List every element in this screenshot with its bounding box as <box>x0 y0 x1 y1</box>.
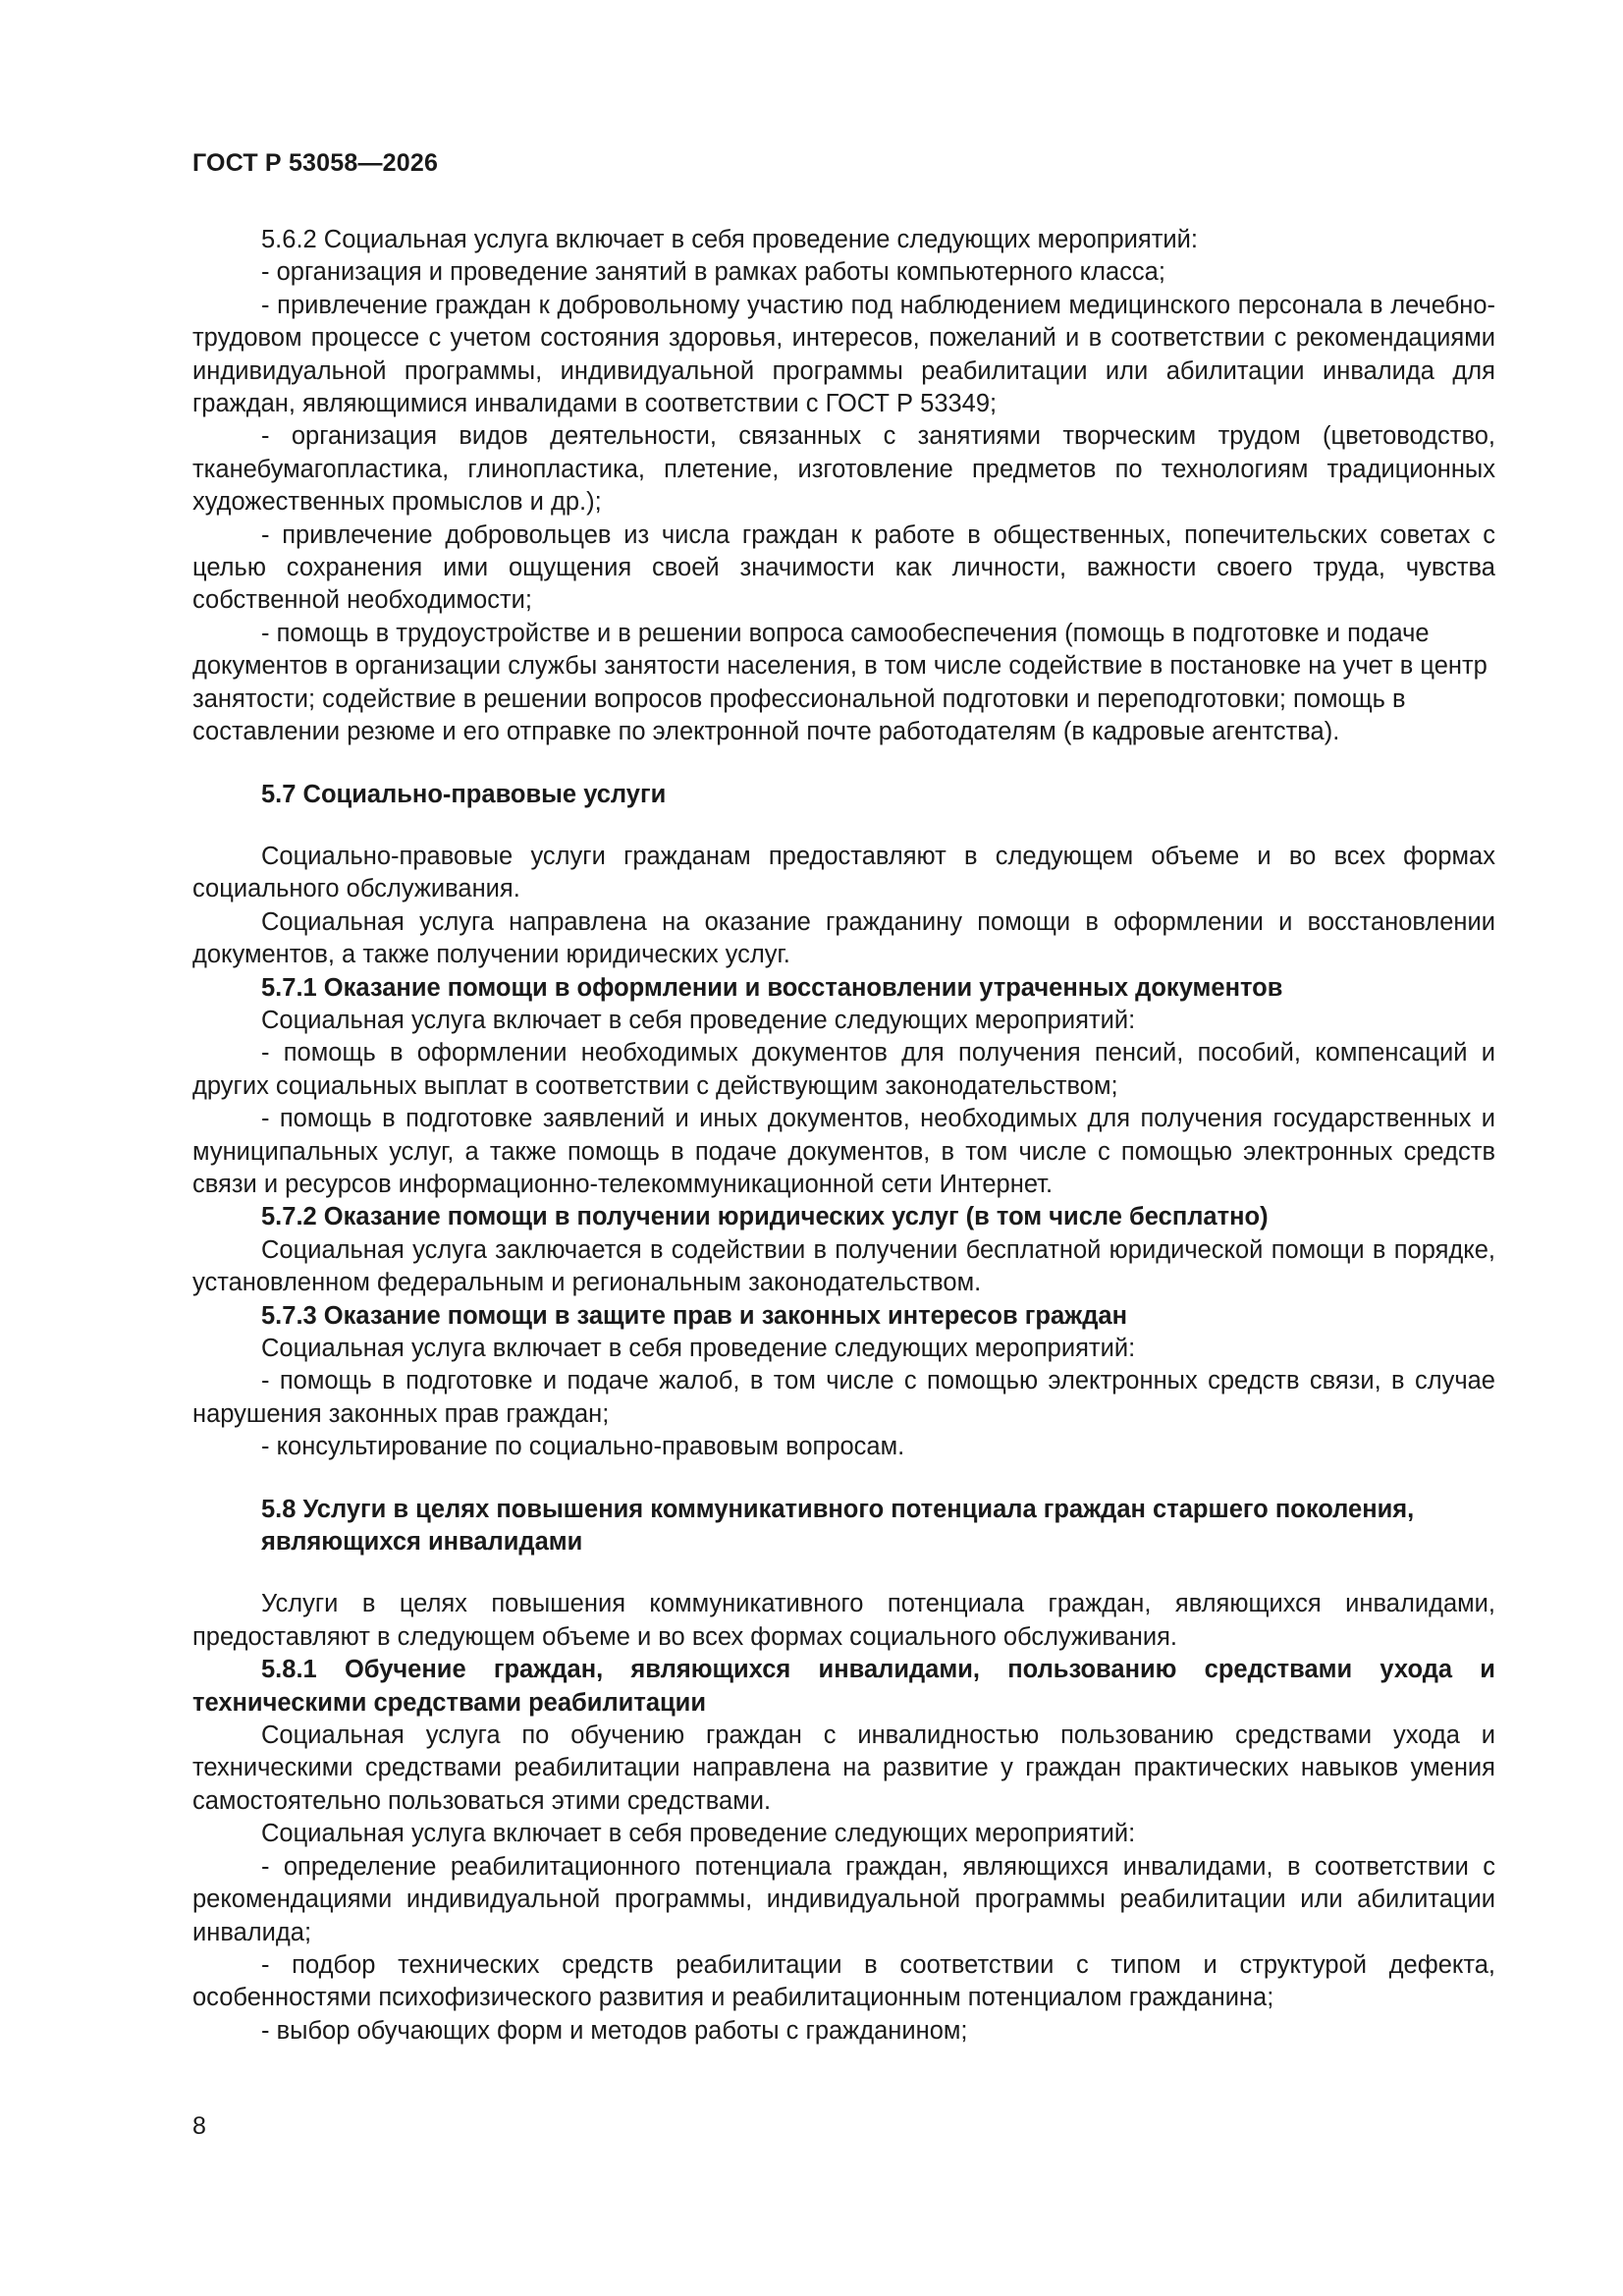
paragraph: Социальная услуга включает в себя проведение следующих мероприятий: <box>261 1335 1136 1362</box>
subsection-heading-5-7-3: 5.7.3 Оказание помощи в защите прав и законных интересов граждан <box>261 1301 1127 1330</box>
paragraph: Социальная услуга включает в себя проведение следующих мероприятий: <box>261 1820 1136 1848</box>
list-item: - консультирование по социально-правовым вопросам. <box>261 1433 905 1461</box>
paragraph: Социальная услуга заключается в содействии в получении бесплатной юридической помощи в порядке, установленном федеральным и региональным законодательством. <box>192 1235 1495 1297</box>
page-number: 8 <box>192 2112 206 2140</box>
paragraph: Социальная услуга включает в себя проведение следующих мероприятий: <box>261 1006 1136 1034</box>
list-item: - помощь в подготовке и подаче жалоб, в том числе с помощью электронных средств связи, в случае нарушения законных прав граждан; <box>192 1367 1495 1428</box>
paragraph: 5.6.2 Социальная услуга включает в себя проведение следующих мероприятий: <box>261 226 1198 253</box>
list-item: - помощь в оформлении необходимых документов для получения пенсий, пособий, компенсаций и других социальных выплат в соответствии с действующим законодательством; <box>192 1039 1495 1100</box>
subsection-heading-5-7-2: 5.7.2 Оказание помощи в получении юридических услуг (в том числе бесплатно) <box>261 1203 1269 1231</box>
list-item: - привлечение добровольцев из числа граждан к работе в общественных, попечительских советах с целью сохранения ими ощущения своей значимости как личности, важности своего труда, чувства собственной необходимости; <box>192 520 1495 615</box>
subsection-heading-5-8-1: 5.8.1 Обучение граждан, являющихся инвалидами, пользованию средствами ухода и техническими средствами реабилитации <box>192 1656 1495 1717</box>
list-item: - организация видов деятельности, связанных с занятиями творческим трудом (цветоводство, тканебумагопластика, глинопластика, плетение, изготовление предметов по технологиям традиционных художественных промыслов и др.); <box>192 422 1495 517</box>
list-item: - определение реабилитационного потенциала граждан, являющихся инвалидами, в соответствии с рекомендациями индивидуальной программы, индивидуальной программы реабилитации или абилитации инвалида; <box>192 1852 1495 1946</box>
list-item: - помощь в трудоустройстве и в решении вопроса самообеспечения (помощь в подготовке и подаче документов в организации службы занятости населения, в том числе содействие в постановке на учет в центр занятости; содействие в решении вопросов профессиональной подготовки и переподготовки; помощь в составлении резюме и его отправке по электронной почте работодателям (в кадровые агентства). <box>192 619 1488 746</box>
paragraph: Услуги в целях повышения коммуникативного потенциала граждан, являющихся инвалидами, предоставляют в следующем объеме и во всех формах социального обслуживания. <box>192 1590 1495 1651</box>
section-heading-5-8: 5.8 Услуги в целях повышения коммуникативного потенциала граждан старшего поколения, являющихся инвалидами <box>261 1495 1415 1557</box>
list-item: - помощь в подготовке заявлений и иных документов, необходимых для получения государственных и муниципальных услуг, а также помощь в подаче документов, в том числе с помощью электронных средств связи и ресурсов информационно-телекоммуникационной сети Интернет. <box>192 1105 1495 1198</box>
list-item: - привлечение граждан к добровольному участию под наблюдением медицинского персонала в лечебно-трудовом процессе с учетом состояния здоровья, интересов, пожеланий и в соответствии с рекомендациями индивидуальной программы, индивидуальной программы реабилитации или абилитации инвалида для граждан, являющимися инвалидами в соответствии с ГОСТ Р 53349; <box>192 291 1495 418</box>
document-body <box>192 224 1495 2048</box>
section-heading-5-7: 5.7 Социально-правовые услуги <box>261 780 667 808</box>
list-item: - подбор технических средств реабилитации в соответствии с типом и структурой дефекта, особенностями психофизического развития и реабилитационным потенциалом гражданина; <box>192 1950 1495 2012</box>
list-item: - выбор обучающих форм и методов работы с гражданином; <box>261 2016 968 2045</box>
document-header: ГОСТ Р 53058—2026 <box>192 149 439 177</box>
subsection-heading-5-7-1: 5.7.1 Оказание помощи в оформлении и восстановлении утраченных документов <box>261 973 1283 1002</box>
paragraph: Социальная услуга направлена на оказание гражданину помощи в оформлении и восстановлении документов, а также получении юридических услуг. <box>192 907 1495 969</box>
paragraph: Социальная услуга по обучению граждан с инвалидностью пользованию средствами ухода и техническими средствами реабилитации направлена на развитие у граждан практических навыков умения самостоятельно пользоваться этими средствами. <box>192 1722 1495 1815</box>
list-item: - организация и проведение занятий в рамках работы компьютерного класса; <box>261 258 1165 287</box>
paragraph: Социально-правовые услуги гражданам предоставляют в следующем объеме и во всех формах социального обслуживания. <box>192 842 1495 903</box>
